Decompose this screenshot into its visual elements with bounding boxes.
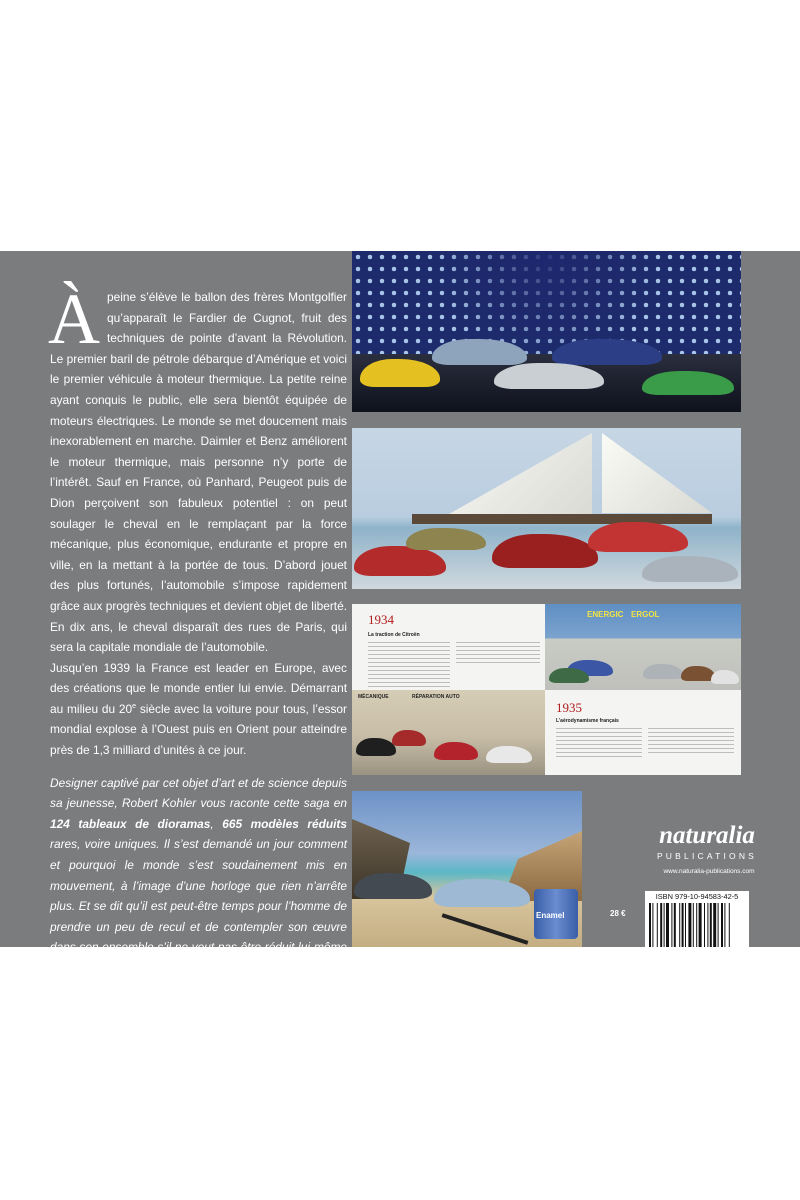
subtitle-1934: La traction de Citroën xyxy=(368,632,420,638)
publisher-name: naturalia xyxy=(659,822,755,849)
barcode-bar xyxy=(688,903,691,947)
barcode-bar xyxy=(674,903,676,947)
models-count: 665 modèles réduits xyxy=(222,816,347,831)
spread-car-green xyxy=(549,668,589,683)
barcode-bar xyxy=(729,903,730,947)
publisher-subtitle: PUBLICATIONS xyxy=(656,851,758,861)
text-lines-1934b xyxy=(456,642,540,666)
barcode-bar xyxy=(664,903,665,947)
repair-car-red1 xyxy=(392,730,426,746)
spread-car-brown xyxy=(681,666,715,681)
barcode-bar xyxy=(699,903,702,947)
photo-sailboat-diorama xyxy=(352,428,741,589)
intro-text: peine s’élève le ballon des frères Montgolfier qu’apparaît le Fardier de Cugnot, fruit des techniques de pointe d’avant la Révolution. Le premier baril de pétrole débarque d’Amérique et voici le premier véhicule à moteur thermique. La petite reine ayant conquis le public, elle sera bientôt équipée de moteurs électriques. Le monde se met doucement mais inexorablement en marche. Daimler et Benz améliorent le moteur thermique, mais personne n’y porte de l’intérêt. Sauf en France, où Panhard, Peugeot puis de Dion perçoivent son fabuleux potentiel : on peut soulager le cheval en le remplaçant par la force mécanique, plus économique, endurante et propre en ville, en la mettant à la portée de tous. D’abord jouet des plus fortunés, l’automobile s’impose rapidement grâce aux progrès techniques et devient objet de liberté. En dix ans, le cheval disparaît des rues de Paris, qui sera la capitale mondiale de l’automobile. xyxy=(50,290,347,655)
description-column xyxy=(48,279,347,979)
price: 28 € xyxy=(610,909,626,918)
barcode-bar xyxy=(707,903,708,947)
back-cover xyxy=(0,251,800,975)
brushes xyxy=(442,913,529,945)
barcode-bar xyxy=(710,903,712,947)
barcode-bar xyxy=(724,903,725,947)
author-text-a: Designer captivé par cet objet d’art et de science depuis sa jeunesse, Robert Kohler vous raconte cette saga en xyxy=(50,775,347,811)
sail-large xyxy=(442,433,592,518)
isbn-number: ISBN 979-10-94583-42-5 xyxy=(655,892,739,901)
year-1934: 1934 xyxy=(368,612,394,627)
car-grey-convertible xyxy=(642,556,738,582)
publisher-website: www.naturalia-publications.com xyxy=(663,868,755,875)
boat-hull xyxy=(412,514,712,524)
car-silver-blue xyxy=(432,339,527,365)
barcode-bar xyxy=(713,903,716,947)
barcode-bar xyxy=(679,903,680,947)
car-olive xyxy=(406,528,486,550)
barcode-bar xyxy=(666,903,669,947)
drop-cap: À xyxy=(48,279,100,359)
sign-ergol: ERGOL xyxy=(631,610,660,619)
barcode-bar xyxy=(671,903,672,947)
barcode-bar xyxy=(721,903,723,947)
superscript-e: e xyxy=(132,702,137,710)
car-navy xyxy=(552,339,662,365)
text-lines-1935 xyxy=(556,728,642,760)
barcode-bar xyxy=(652,903,653,947)
photo-book-spread xyxy=(352,604,741,775)
dioramas-count: 124 tableaux de dioramas xyxy=(50,816,211,831)
sign-energic: ENERGIC xyxy=(587,610,624,619)
history-paragraph xyxy=(50,658,347,761)
barcode xyxy=(649,903,745,947)
photo-seaside-diorama xyxy=(352,791,582,947)
author-text-b: rares, voire uniques. Il s’est demandé un jour comment et pourquoi le monde s’est soudainement mis en mouvement, à l’image d’une horloge que rien n’arrête plus. Et se dit qu’il est peut-être temps pour l’homme de prendre un peu de recul et de contempler son œuvre dans son ensemble s’il ne veut pas être réduit lui-même à un simple rouage. xyxy=(50,837,347,975)
barcode-bar xyxy=(693,903,694,947)
barcode-bar xyxy=(685,903,686,947)
barcode-bar xyxy=(696,903,697,947)
sign-mecanique: MÉCANIQUE xyxy=(358,694,389,700)
barcode-bar xyxy=(660,903,662,947)
car-dark-red xyxy=(492,534,598,568)
paint-tin xyxy=(534,889,578,939)
sign-reparation: RÉPARATION AUTO xyxy=(412,694,460,700)
sail-right xyxy=(602,433,712,513)
paint-tin-label: Enamel xyxy=(536,911,565,920)
barcode-panel xyxy=(645,891,749,947)
year-1935: 1935 xyxy=(556,700,582,715)
repair-car-black xyxy=(356,738,396,756)
text-lines-1935b xyxy=(648,728,734,756)
repair-car-white xyxy=(486,746,532,763)
intro-paragraph xyxy=(48,279,347,658)
race-car-dark xyxy=(354,873,432,899)
spread-photo-garage xyxy=(545,604,741,690)
car-red-convertible xyxy=(354,546,446,576)
spread-car-white xyxy=(711,670,739,684)
barcode-bar xyxy=(718,903,719,947)
repair-car-red2 xyxy=(434,742,478,760)
photo-sportscars-diorama xyxy=(352,251,741,412)
barcode-bar xyxy=(649,903,651,947)
history-text-b: siècle avec la voiture pour tous, l’essor mondial explose à l’Ouest puis en Orient pour atteindre près de 1,3 milliard d’unités à ce jour. xyxy=(50,701,347,758)
car-red-white xyxy=(588,522,688,552)
history-text-a: Jusqu’en 1939 la France est leader en Europe, avec des créations que le monde entier lui envie. Démarrant au milieu du 20 xyxy=(50,660,347,716)
author-paragraph xyxy=(50,773,347,979)
barcode-bar xyxy=(682,903,684,947)
barcode-bar xyxy=(704,903,705,947)
text-lines-1934 xyxy=(368,642,450,690)
author-comma: , xyxy=(210,816,223,831)
spread-photo-repair-shop xyxy=(352,690,545,775)
publisher-logo xyxy=(632,823,782,861)
subtitle-1935: L’aérodynamisme français xyxy=(556,718,619,724)
spread-car-grey xyxy=(643,664,683,679)
barcode-bar xyxy=(657,903,658,947)
